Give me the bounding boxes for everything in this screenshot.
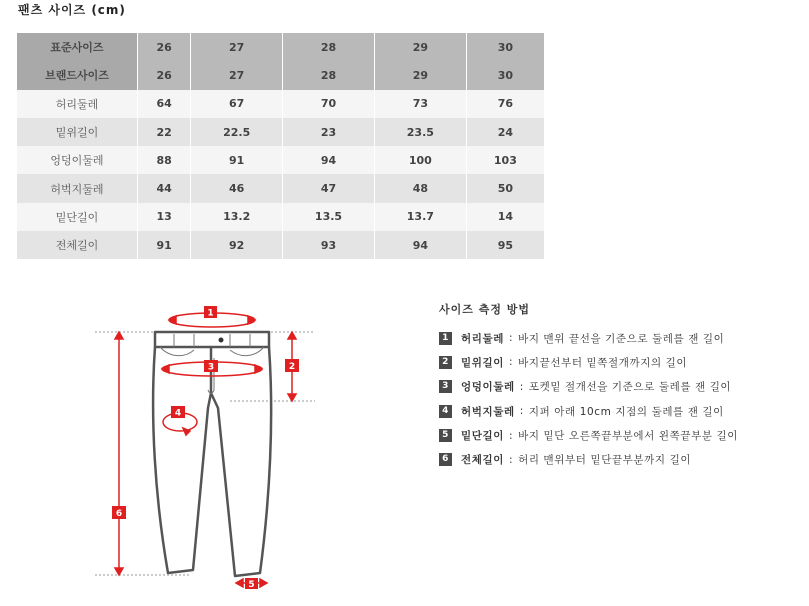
table-cell: 브랜드사이즈 bbox=[17, 61, 138, 89]
guide-label: 밑단길이 bbox=[461, 430, 504, 443]
number-badge: 1 bbox=[439, 332, 452, 345]
table-cell: 엉덩이둘레 bbox=[17, 146, 138, 174]
number-badge: 4 bbox=[439, 405, 452, 418]
table-cell: 64 bbox=[138, 90, 191, 118]
svg-text:1: 1 bbox=[207, 308, 214, 319]
table-cell: 44 bbox=[138, 174, 191, 202]
list-item bbox=[439, 428, 738, 444]
table-cell: 92 bbox=[191, 231, 283, 259]
table-row bbox=[17, 231, 545, 259]
svg-text:5: 5 bbox=[248, 580, 255, 590]
guide-desc: 바지 밑단 오른쪽끝부분에서 왼쪽끝부분 길이 bbox=[518, 430, 738, 443]
table-row bbox=[17, 146, 545, 174]
button-icon bbox=[219, 338, 224, 343]
table-cell: 100 bbox=[374, 146, 466, 174]
guide-label: 밑위길이 bbox=[461, 356, 504, 369]
table-cell: 23.5 bbox=[374, 118, 466, 146]
table-cell: 28 bbox=[283, 61, 375, 89]
table-cell: 표준사이즈 bbox=[17, 33, 138, 61]
table-cell: 밑단길이 bbox=[17, 203, 138, 231]
table-cell: 76 bbox=[466, 90, 544, 118]
table-cell: 91 bbox=[138, 231, 191, 259]
page-title: 팬츠 사이즈 (cm) bbox=[18, 3, 126, 17]
list-item bbox=[439, 452, 738, 468]
table-cell: 91 bbox=[191, 146, 283, 174]
guide-separator: : bbox=[508, 453, 514, 466]
number-badge: 3 bbox=[439, 380, 452, 393]
table-cell: 28 bbox=[283, 33, 375, 61]
size-table bbox=[17, 33, 545, 259]
table-cell: 23 bbox=[283, 118, 375, 146]
table-cell: 47 bbox=[283, 174, 375, 202]
guide-label: 허벅지둘레 bbox=[461, 405, 515, 418]
list-item bbox=[439, 379, 738, 395]
table-cell: 103 bbox=[466, 146, 544, 174]
svg-text:6: 6 bbox=[115, 509, 123, 519]
table-cell: 88 bbox=[138, 146, 191, 174]
list-item bbox=[439, 403, 738, 419]
table-cell: 22 bbox=[138, 118, 191, 146]
table-cell: 70 bbox=[283, 90, 375, 118]
table-cell: 94 bbox=[283, 146, 375, 174]
table-header-row bbox=[17, 61, 545, 89]
table-cell: 13 bbox=[138, 203, 191, 231]
list-item bbox=[439, 330, 738, 346]
table-header-row bbox=[17, 33, 545, 61]
guide-desc: 바지 맨위 끝선을 기준으로 둘레를 잰 길이 bbox=[518, 332, 725, 345]
guide-desc: 포켓밑 절개선을 기준으로 둘레를 잰 길이 bbox=[528, 381, 732, 394]
table-cell: 13.2 bbox=[191, 203, 283, 231]
table-cell: 26 bbox=[138, 61, 191, 89]
guide-desc: 지퍼 아래 10cm 지점의 둘레를 잰 길이 bbox=[528, 405, 724, 418]
table-cell: 93 bbox=[283, 231, 375, 259]
table-cell: 94 bbox=[374, 231, 466, 259]
table-cell: 26 bbox=[138, 33, 191, 61]
guide-separator: : bbox=[519, 380, 524, 393]
svg-text:2: 2 bbox=[288, 362, 296, 372]
table-cell: 46 bbox=[191, 174, 283, 202]
guide-title: 사이즈 측정 방법 bbox=[439, 303, 531, 316]
guide-list bbox=[439, 330, 738, 476]
guide-label: 허리둘레 bbox=[461, 332, 504, 345]
table-cell: 전체길이 bbox=[17, 231, 138, 259]
table-cell: 27 bbox=[191, 33, 283, 61]
number-badge: 5 bbox=[439, 429, 452, 442]
table-cell: 허리둘레 bbox=[17, 90, 138, 118]
table-cell: 27 bbox=[191, 61, 283, 89]
guide-desc: 바지끝선부터 밑쪽절개까지의 길이 bbox=[518, 356, 688, 369]
table-row bbox=[17, 174, 545, 202]
table-cell: 24 bbox=[466, 118, 544, 146]
table-cell: 허벅지둘레 bbox=[17, 174, 138, 202]
table-cell: 22.5 bbox=[191, 118, 283, 146]
table-cell: 30 bbox=[466, 61, 544, 89]
guide-separator: : bbox=[508, 332, 514, 344]
guide-separator: : bbox=[519, 405, 524, 418]
table-cell: 48 bbox=[374, 174, 466, 202]
table-cell: 95 bbox=[466, 231, 544, 259]
pants-diagram bbox=[90, 298, 330, 598]
table-cell: 밑위길이 bbox=[17, 118, 138, 146]
svg-text:4: 4 bbox=[174, 408, 182, 419]
table-row bbox=[17, 203, 545, 231]
table-cell: 73 bbox=[374, 90, 466, 118]
table-cell: 30 bbox=[466, 33, 544, 61]
table-cell: 29 bbox=[374, 33, 466, 61]
table-cell: 67 bbox=[191, 90, 283, 118]
table-cell: 13.7 bbox=[374, 203, 466, 231]
table-row bbox=[17, 118, 545, 146]
guide-desc: 허리 맨위부터 밑단끝부분까지 길이 bbox=[518, 454, 692, 467]
svg-text:3: 3 bbox=[207, 362, 215, 373]
number-badge: 6 bbox=[439, 453, 452, 466]
guide-label: 전체길이 bbox=[461, 454, 504, 467]
table-cell: 13.5 bbox=[283, 203, 375, 231]
table-cell: 14 bbox=[466, 203, 544, 231]
table-cell: 50 bbox=[466, 174, 544, 202]
table-row bbox=[17, 90, 545, 118]
guide-separator: : bbox=[508, 429, 514, 442]
number-badge: 2 bbox=[439, 356, 452, 369]
list-item bbox=[439, 354, 738, 370]
guide-label: 엉덩이둘레 bbox=[461, 381, 515, 394]
guide-separator: : bbox=[508, 356, 514, 369]
table-cell: 29 bbox=[374, 61, 466, 89]
